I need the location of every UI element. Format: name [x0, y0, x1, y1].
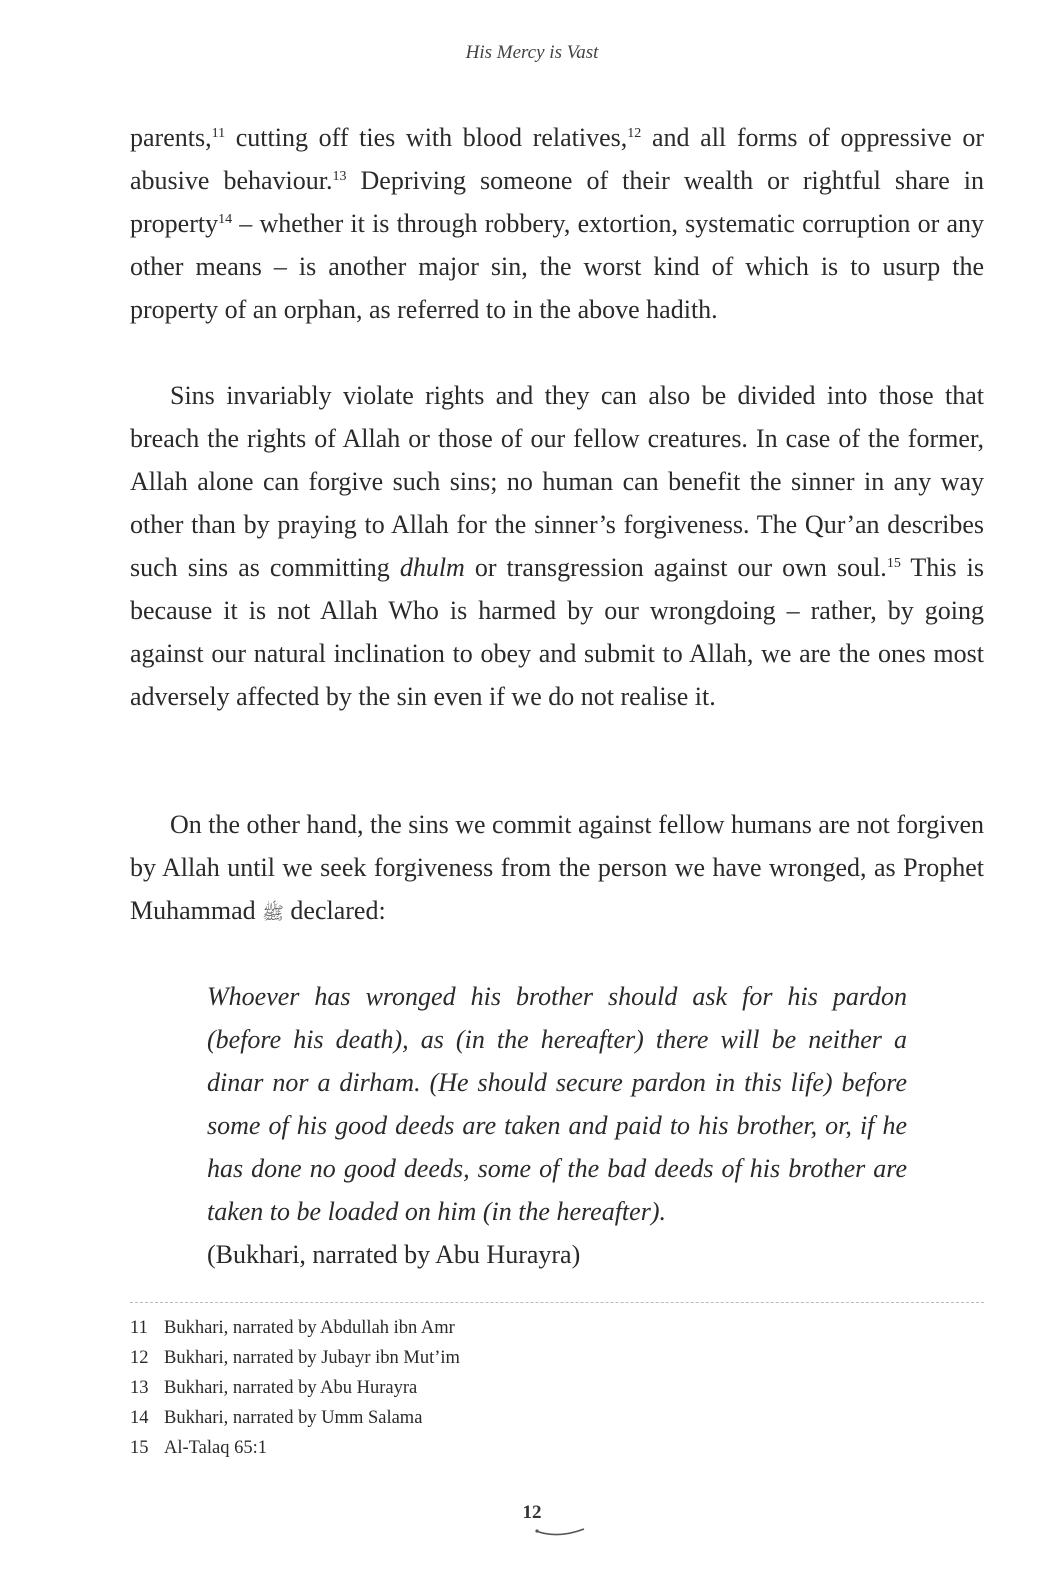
footnote-ref-13[interactable]: 13	[332, 169, 347, 184]
text: This is because it is not Allah Who is harmed by our wrongdoing – rather, by going against our natural inclination to obey and submit to Allah, we are the ones most adversely affected by the sin even if we do not realise it.	[130, 553, 984, 711]
footnote-ref-14[interactable]: 14	[218, 212, 233, 227]
footnotes	[130, 1313, 460, 1463]
text: On the other hand, the sins we commit against fellow humans are not forgiven by Allah until we seek forgiveness from the person we have wronged, as Prophet Muhammad	[130, 810, 984, 925]
footnote-ref-15[interactable]: 15	[886, 556, 901, 571]
text: Depriving someone of their wealth or rightful share in property	[130, 166, 985, 238]
paragraph-3	[130, 803, 984, 935]
emphasis-term: dhulm	[399, 553, 465, 582]
paragraph-2	[130, 374, 984, 718]
footnote-number: 13	[130, 1378, 149, 1398]
text: parents,	[130, 123, 212, 152]
footnote-14	[130, 1403, 460, 1433]
footnote-number: 12	[130, 1348, 149, 1368]
quote-source: (Bukhari, narrated by Abu Hurayra)	[207, 1240, 581, 1269]
text: declared:	[283, 896, 386, 925]
footnote-number: 11	[130, 1318, 148, 1338]
footnote-11	[130, 1313, 460, 1343]
footnote-13	[130, 1373, 460, 1403]
quote-text: Whoever has wronged his brother should ask for his pardon (before his death), as (in the hereafter) there will be neither a dinar nor a dirham. (He should secure pardon in this life) before some of his good deeds are taken and paid to his brother, or, if he has done no good deeds, some of the bad deeds of his brother are taken to be loaded on him (in the hereafter).	[207, 982, 907, 1226]
footnote-text: Bukhari, narrated by Abu Hurayra	[164, 1378, 418, 1398]
text: – whether it is through robbery, extortion, systematic corruption or any other means – is another major sin, the worst kind of which is to usurp the property of an orphan, as referred to in the above hadith.	[130, 209, 984, 324]
hadith-quote	[207, 975, 907, 1276]
footnote-ref-11[interactable]: 11	[211, 126, 226, 141]
footnote-15	[130, 1433, 460, 1463]
footnote-divider	[130, 1302, 984, 1303]
footnote-text: Bukhari, narrated by Abdullah ibn Amr	[164, 1318, 455, 1338]
page-number: 12	[522, 1502, 542, 1523]
salawat-icon: ﷺ	[262, 903, 284, 923]
footnote-text: Bukhari, narrated by Umm Salama	[164, 1408, 423, 1428]
footnote-12	[130, 1343, 460, 1373]
footnote-number: 15	[130, 1438, 149, 1458]
text: Sins invariably violate rights and they can also be divided into those that breach the rights of Allah or those of our fellow creatures. In case of the former, Allah alone can forgive such sins; no human can benefit the sinner in any way other than by praying to Allah for the sinner’s forgiveness. The Qur’an describes such sins as committing	[130, 381, 984, 582]
text: cutting off ties with blood relatives,	[225, 123, 628, 152]
text: and all forms of oppressive or abusive behaviour.	[130, 123, 984, 195]
swash-ornament-icon	[534, 1527, 586, 1539]
footnote-text: Al-Talaq 65:1	[164, 1438, 267, 1458]
running-head: His Mercy is Vast	[465, 42, 599, 63]
footnote-number: 14	[130, 1408, 149, 1428]
paragraph-1	[130, 116, 984, 331]
footnote-text: Bukhari, narrated by Jubayr ibn Mut’im	[164, 1348, 460, 1368]
footnote-ref-12[interactable]: 12	[627, 126, 642, 141]
text: or transgression against our own soul.	[464, 553, 887, 582]
